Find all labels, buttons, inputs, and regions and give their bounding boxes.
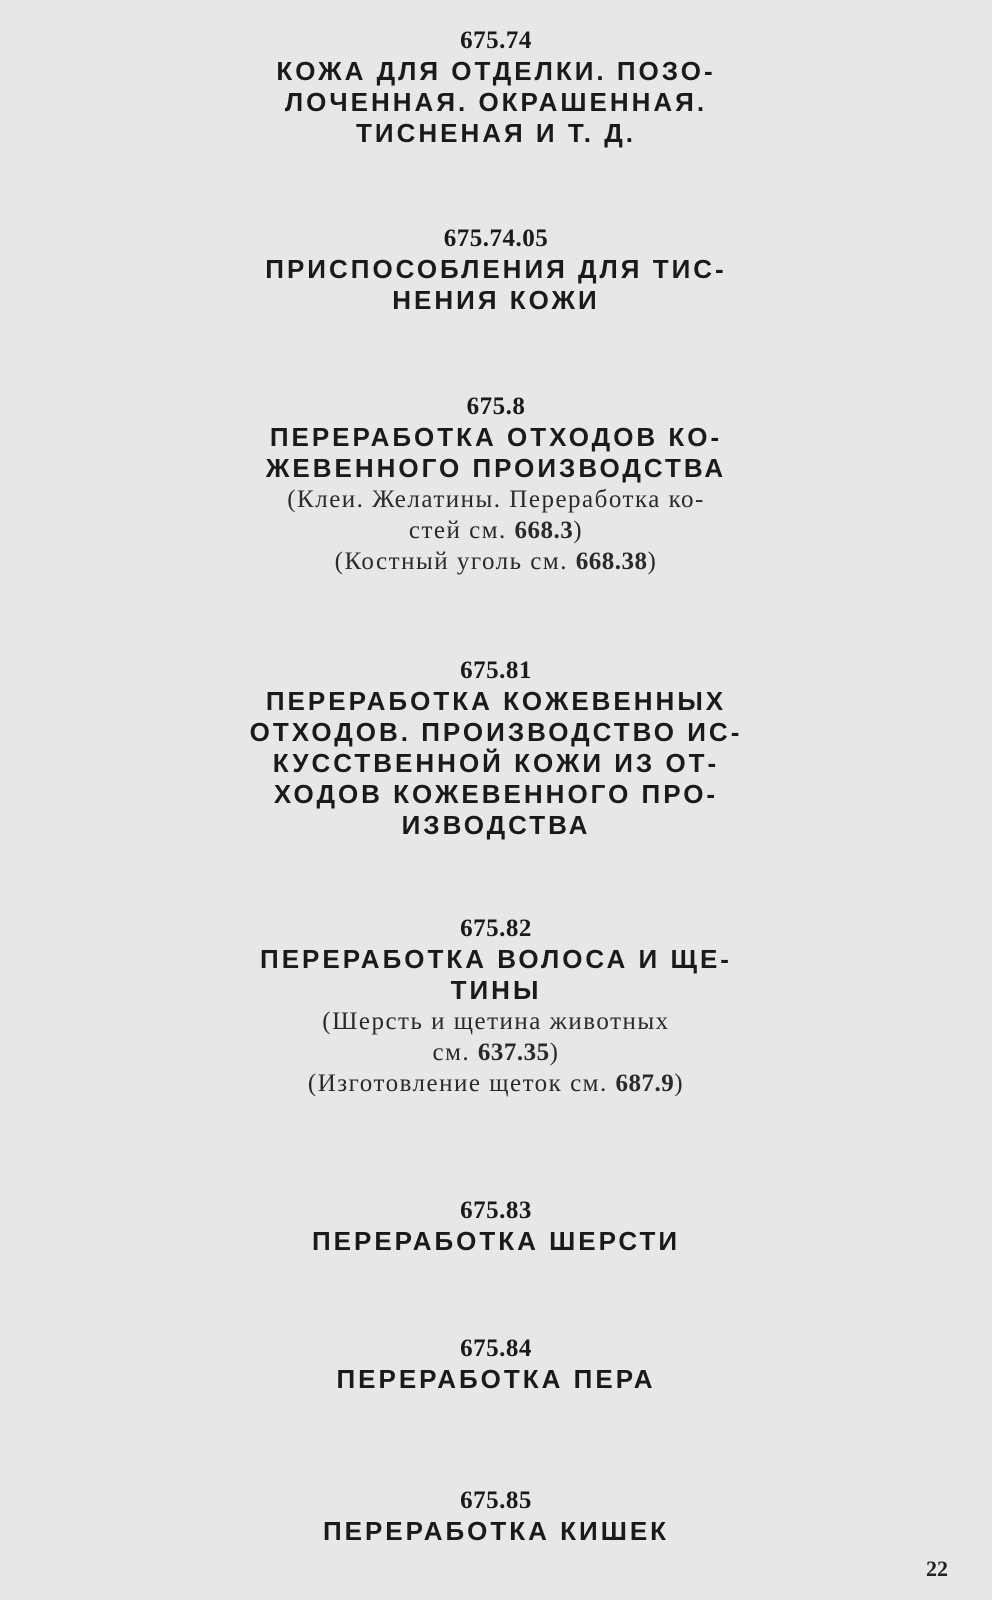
entry-note	[0, 484, 992, 577]
entry-note	[0, 1006, 992, 1099]
note-text: (Шерсть и щетина животных	[322, 1008, 670, 1035]
entry-heading	[0, 254, 992, 316]
heading-line: КОЖА ДЛЯ ОТДЕЛКИ. ПОЗО-	[276, 56, 716, 86]
note-close: )	[674, 1070, 685, 1097]
note-text: стей см.	[408, 517, 515, 544]
entry-675-82	[0, 914, 992, 1099]
heading-line: ПЕРЕРАБОТКА ВОЛОСА И ЩЕ-	[260, 944, 732, 974]
note-text: (Изготовление щеток см.	[307, 1070, 616, 1097]
heading-line: ХОДОВ КОЖЕВЕННОГО ПРО-	[273, 779, 719, 809]
note-line	[0, 1068, 992, 1099]
cross-reference: 687.9	[615, 1070, 675, 1097]
entry-675-81	[0, 656, 992, 841]
entry-code: 675.74	[460, 27, 532, 54]
entry-code: 675.74.05	[443, 225, 549, 252]
heading-line: ПЕРЕРАБОТКА КОЖЕВЕННЫХ	[265, 686, 727, 716]
entry-675-84	[0, 1334, 992, 1395]
entry-code: 675.84	[460, 1335, 532, 1362]
heading-line: ПЕРЕРАБОТКА ОТХОДОВ КО-	[269, 422, 723, 452]
entry-heading	[0, 686, 992, 841]
heading-line: ЛОЧЕННАЯ. ОКРАШЕННАЯ.	[284, 87, 708, 117]
note-line	[0, 546, 992, 577]
note-close: )	[647, 548, 658, 575]
heading-line: ОТХОДОВ. ПРОИЗВОДСТВО ИС-	[249, 717, 743, 747]
entry-675-83	[0, 1196, 992, 1257]
entry-heading	[0, 944, 992, 1006]
entry-heading	[0, 1364, 992, 1395]
entry-code: 675.81	[460, 657, 532, 684]
entry-675-85	[0, 1486, 992, 1547]
cross-reference: 668.3	[514, 517, 574, 544]
entry-675-74-05	[0, 224, 992, 316]
entry-heading	[0, 56, 992, 149]
note-close: )	[549, 1039, 560, 1066]
heading-line: ИЗВОДСТВА	[401, 810, 591, 840]
heading-line: ЖЕВЕННОГО ПРОИЗВОДСТВА	[265, 453, 727, 483]
note-text: (Клеи. Желатины. Переработка ко-	[287, 486, 705, 513]
entry-675-8	[0, 392, 992, 577]
entry-heading	[0, 1226, 992, 1257]
cross-reference: 668.38	[575, 548, 648, 575]
note-text: (Костный уголь см.	[334, 548, 576, 575]
cross-reference: 637.35	[477, 1039, 550, 1066]
heading-line: ТИНЫ	[450, 975, 542, 1005]
heading-line: НЕНИЯ КОЖИ	[392, 285, 600, 315]
entry-code: 675.85	[460, 1487, 532, 1514]
entry-code: 675.83	[460, 1197, 532, 1224]
heading-line: ПРИСПОСОБЛЕНИЯ ДЛЯ ТИС-	[265, 254, 727, 284]
note-text: см.	[432, 1039, 478, 1066]
heading-line: ПЕРЕРАБОТКА ПЕРА	[336, 1364, 656, 1394]
heading-line: ПЕРЕРАБОТКА ШЕРСТИ	[311, 1226, 681, 1256]
heading-line: КУССТВЕННОЙ КОЖИ ИЗ ОТ-	[272, 748, 720, 778]
heading-line: ТИСНЕНАЯ И Т. Д.	[356, 118, 636, 148]
entry-code: 675.82	[460, 915, 532, 942]
note-line	[0, 484, 992, 515]
heading-line: ПЕРЕРАБОТКА КИШЕК	[322, 1516, 670, 1546]
note-line	[0, 515, 992, 546]
entry-heading	[0, 1516, 992, 1547]
entry-heading	[0, 422, 992, 484]
note-close: )	[573, 517, 584, 544]
entry-code: 675.8	[466, 393, 526, 420]
page-number: 22	[926, 1556, 948, 1581]
note-line	[0, 1006, 992, 1037]
note-line	[0, 1037, 992, 1068]
entry-675-74	[0, 26, 992, 149]
